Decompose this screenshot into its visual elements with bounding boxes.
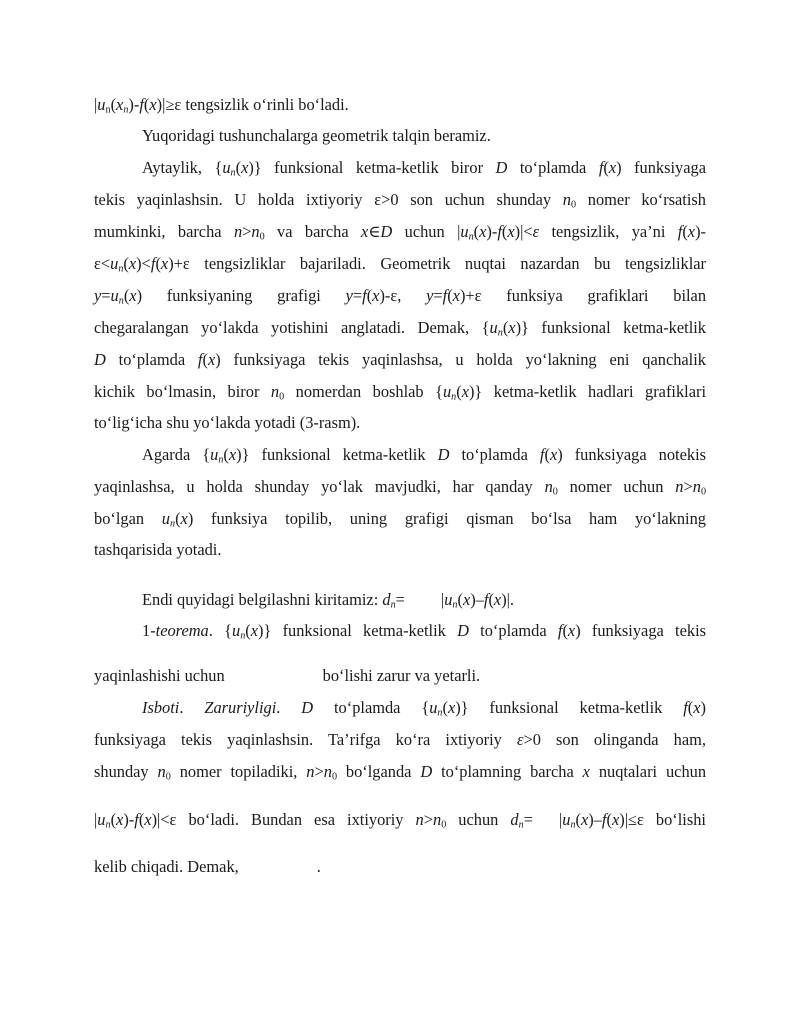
text-line-17: 1-teorema. $\{u_n(x)\}$ funksional ketma-ketlik D to‘plamda f(x) funksiyaga tekis [142, 621, 706, 642]
text-line-6: $\varepsilon<u_n(x)<f(x)+\varepsilon$ tengsizliklar bajariladi. Geometrik nuqtai nazardan bu tengsizliklar [94, 254, 706, 275]
text-line-12: Agarda $\{u_n(x)\}$ funksional ketma-ketlik D to‘plamda f(x) funksiyaga notekis [142, 445, 706, 466]
text-line-13: yaqinlashsa, u holda shunday yo‘lak mavjudki, har qanday $n_0$ nomer uchun $n>n_0$ [94, 477, 707, 498]
text-line-8: chegaralangan yo‘lakda yotishini anglatadi. Demak, $\{u_n(x)\}$ funksional ketma-ketlik [94, 318, 706, 339]
text-line-1: $|u_n(x_n)-f(x)|\ge\varepsilon$ tengsizlik o‘rinli bo‘ladi. [94, 95, 349, 116]
text-line-21: shunday $n_0$ nomer topiladiki, $n>n_0$ bo‘lganda D to‘plamning barcha x nuqtalari uchun [94, 762, 707, 783]
text-line-19: Isboti. Zaruriyligi. D to‘plamda $\{u_n(x)\}$ funksional ketma-ketlik f(x) [142, 698, 706, 719]
text-line-23: kelib chiqadi. Demak, . [94, 857, 321, 876]
text-line-2: Yuqoridagi tushunchalarga geometrik talqin beramiz. [142, 126, 491, 145]
text-line-9: D to‘plamda f(x) funksiyaga tekis yaqinlashsa, u holda yo‘lakning eni qanchalik [94, 350, 706, 369]
text-line-11: to‘lig‘icha shu yo‘lakda yotadi (3-rasm). [94, 413, 361, 432]
text-line-4: tekis yaqinlashsin. U holda ixtiyoriy ε>0 son uchun shunday $n_0$ nomer ko‘rsatish [94, 190, 706, 211]
text-line-3: Aytaylik, $\{u_n(x)\}$ funksional ketma-ketlik biror D to‘plamda f(x) funksiyaga [142, 158, 706, 179]
text-line-10: kichik bo‘lmasin, biror $n_0$ nomerdan boshlab $\{u_n(x)\}$ ketma-ketlik hadlari grafiklari [94, 382, 706, 403]
text-line-14: bo‘lgan $u_n(x)$ funksiya topilib, uning grafigi qisman bo‘lsa ham yo‘lakning [94, 509, 707, 530]
text-line-22: $|u_n(x)-f(x)|<\varepsilon$ bo‘ladi. Bundan esa ixtiyoriy $n>n_0$ uchun $d_n= |u_n(x)-f(x)|\le\varepsilon$ bo‘lishi [94, 810, 706, 831]
text-line-7: $y=u_n(x)$ funksiyaning grafigi y=f(x)-ε, y=f(x)+ε funksiya grafiklari bilan [94, 286, 707, 307]
text-line-20: funksiyaga tekis yaqinlashsin. Ta’rifga ko‘ra ixtiyoriy ε>0 son olinganda ham, [94, 730, 706, 749]
text-line-5: mumkinki, barcha $n>n_0$ va barcha x∈D uchun $|u_n(x)-f(x)|<\varepsilon$ tengsizlik, ya’ni f(x)- [94, 222, 706, 243]
text-line-16: Endi quyidagi belgilashni kiritamiz: $d_n= |u_n(x)-f(x)|$. [142, 590, 515, 611]
text-line-18: yaqinlashishi uchun bo‘lishi zarur va yetarli. [94, 666, 481, 685]
text-line-15: tashqarisida yotadi. [94, 540, 222, 559]
